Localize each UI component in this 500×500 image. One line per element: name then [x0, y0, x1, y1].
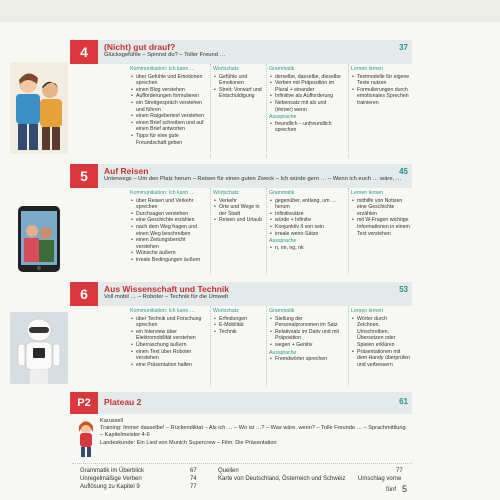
unit-page: 45: [399, 167, 408, 176]
list-item: • nach dem Weg fragen und einen Weg beschreiben: [136, 224, 206, 237]
column-heading: Lernen lernen: [351, 308, 384, 314]
page-number: 5: [402, 484, 408, 494]
column-heading: Wortschatz: [213, 66, 239, 72]
list-item: • über Gefühle und Emotionen sprechen: [136, 74, 206, 87]
unit-title: Aus Wissenschaft und Technik: [104, 284, 229, 294]
footer-page: Umschlag vorne: [358, 476, 402, 482]
footer-entry: [80, 476, 197, 482]
plateau-line: Karussell: [100, 418, 124, 424]
phone-selfie-illustration: [10, 204, 68, 274]
kommunikation-column: [130, 66, 206, 146]
list-item: • E-Mobilität: [219, 322, 263, 329]
page-word: fünf: [386, 487, 397, 493]
plateau-line: Landeskunde: Ein Lied von Munich Supercrew – Film: Die Präsentation: [100, 439, 277, 446]
list-item: • Durchsagen verstehen: [136, 211, 206, 218]
list-item: • ein Streitgespräch verstehen und führen: [136, 100, 206, 113]
footer-page: 67: [190, 468, 197, 474]
list-item: • Relativsatz im Dativ und mit Präposition: [275, 329, 345, 342]
grammatik-column: [269, 66, 345, 134]
column-heading: Kommunikation: Ich kann …: [130, 308, 195, 314]
list-item: • eine Präsentation halten: [136, 362, 206, 369]
plateau-title: Plateau 2: [104, 397, 142, 407]
list-item: • Textmodelle für eigene Texte nutzen: [357, 74, 411, 87]
list-item: • gegenüber, entlang, um … herum: [275, 198, 345, 211]
list-item: • Verben mit Präposition im Plural + einander: [275, 80, 345, 93]
list-item: • Gefühle und Emotionen: [219, 74, 263, 87]
list-item: • über Reisen und Verkehr sprechen: [136, 198, 206, 211]
unit-header: [98, 282, 412, 306]
unit-subtitle: Glücksgefühle – Spinnst du? – Toller Freund …: [104, 52, 226, 58]
lernen-column: [351, 190, 411, 237]
list-item: • Wünsche äußern: [136, 250, 206, 257]
aussprache-heading: Aussprache: [269, 238, 297, 245]
list-item: • Technik: [219, 329, 263, 336]
list-item: • irreale Bedingungen äußern: [136, 257, 206, 264]
footer-label: Auflösung zu Kapitel 9: [80, 484, 140, 490]
list-item: • derselbe, dasselbe, dieselbe: [275, 74, 345, 81]
footer-entry: [80, 468, 197, 474]
unit-title: Auf Reisen: [104, 166, 149, 176]
top-strip: [0, 0, 500, 22]
unit-subtitle: Voll mobil … – Roboter – Technik für die Umwelt: [104, 294, 228, 300]
column-heading: Wortschatz: [213, 190, 239, 196]
unit-page: 37: [399, 43, 408, 52]
list-item: • Präsentationen mit dem Handy überprüfen und verbessern: [357, 349, 411, 369]
list-item: • einen Text über Roboter verstehen: [136, 349, 206, 362]
kommunikation-column: [130, 308, 206, 368]
column-heading: Kommunikation: Ich kann …: [130, 190, 195, 196]
list-item: • Erfindungen: [219, 316, 263, 323]
plateau-line: Training: Immer dasselbe! – Rückendiktat – Als ich … – Wo ist …? – Was wäre, wenn? – Tolle Freunde … – Sprachmittlung – Kapitelmeister 4-6: [100, 425, 406, 439]
grammatik-column: [269, 190, 345, 251]
friends-illustration: [10, 62, 68, 154]
list-item: • Nebensatz mit als und (immer) wenn: [275, 100, 345, 113]
footer-entry: [80, 484, 197, 490]
list-item: • eine Geschichte erzählen: [136, 217, 206, 224]
list-item: • mit W-Fragen wichtige Informationen in einem Text verstehen: [357, 217, 411, 237]
list-item: • Streit: Vorwurf und Entschuldigung: [219, 87, 263, 100]
list-item: • Verkehr: [219, 198, 263, 205]
unit-number: 6: [70, 282, 98, 306]
aussprache-heading: Aussprache: [269, 349, 297, 356]
list-item: • n, nn, ng, nk: [275, 245, 345, 252]
list-item: • Aufforderungen formulieren: [136, 93, 206, 100]
footer-entry: [218, 476, 402, 482]
column-heading: Lernen lernen: [351, 190, 384, 196]
unit-header: [98, 164, 412, 188]
list-item: • Infinitivsätze: [275, 211, 345, 218]
list-item: • würde + Infinitiv: [275, 217, 345, 224]
lernen-column: [351, 308, 411, 368]
list-item: • einen Brief schreiben und auf einen Brief antworten: [136, 120, 206, 133]
list-item: • Infinitive als Aufforderung: [275, 93, 345, 100]
plateau-header: [98, 392, 412, 414]
column-heading: Wortschatz: [213, 308, 239, 314]
plateau-content: [100, 418, 410, 447]
list-item: • Wörter durch Zeichnen, Umschreiben, Übersetzen oder Spielen erklären: [357, 316, 411, 349]
footer-label: Quellen: [218, 468, 239, 474]
footer-entry: [218, 468, 403, 474]
girl-illustration: [74, 418, 98, 458]
column-heading: Lernen lernen: [351, 66, 384, 72]
footer-page: 77: [396, 468, 403, 474]
list-item: • Konjunktiv II von sein: [275, 224, 345, 231]
footer-label: Unregelmäßige Verben: [80, 476, 142, 482]
column-heading: Kommunikation: Ich kann …: [130, 66, 195, 72]
list-item: • Fremdwörter sprechen: [275, 356, 345, 363]
unit-title: (Nicht) gut drauf?: [104, 42, 176, 52]
lernen-column: [351, 66, 411, 107]
footer-page: 77: [190, 484, 197, 490]
list-item: • ein Interview über Elektromobilität verstehen: [136, 329, 206, 342]
list-item: • Stellung der Personalpronomen im Satz: [275, 316, 345, 329]
list-item: • Orte und Wege in der Stadt: [219, 204, 263, 217]
robot-illustration: [10, 312, 68, 384]
list-item: • Formulierungen durch emotionales Sprechen trainieren: [357, 87, 411, 107]
column-heading: Grammatik: [269, 66, 295, 72]
plateau-page: 61: [399, 397, 408, 406]
list-item: • wegen + Genitiv: [275, 342, 345, 349]
list-item: • einen Blog verstehen: [136, 87, 206, 94]
wortschatz-column: [213, 66, 263, 100]
column-heading: Grammatik: [269, 190, 295, 196]
unit-subtitle: Unterwegs – Um den Platz herum – Reisen für einen guten Zweck – Ich würde gern … – Wenn ich euch … wäre, …: [104, 176, 402, 182]
unit-header: [98, 40, 412, 64]
kommunikation-column: [130, 190, 206, 264]
footer-label: Karte von Deutschland, Österreich und Schweiz: [218, 476, 346, 482]
list-item: • mithilfe von Notizen eine Geschichte erzählen: [357, 198, 411, 218]
wortschatz-column: [213, 190, 263, 224]
list-item: • einen Ratgebertext verstehen: [136, 113, 206, 120]
plateau-tab: P2: [70, 392, 98, 414]
unit-page: 53: [399, 285, 408, 294]
column-heading: Grammatik: [269, 308, 295, 314]
unit-number: 4: [70, 40, 98, 64]
footer-page: 74: [190, 476, 197, 482]
footer-label: Grammatik im Überblick: [80, 468, 145, 474]
list-item: • einen Zeitungsbericht verstehen: [136, 237, 206, 250]
list-item: • irreale wenn-Sätze: [275, 231, 345, 238]
list-item: • freundlich – unfreundlich sprechen: [275, 121, 345, 134]
list-item: • Reisen und Urlaub: [219, 217, 263, 224]
grammatik-column: [269, 308, 345, 363]
list-item: • Überraschung äußern: [136, 342, 206, 349]
list-item: • über Technik und Forschung sprechen: [136, 316, 206, 329]
aussprache-heading: Aussprache: [269, 114, 297, 121]
wortschatz-column: [213, 308, 263, 335]
unit-number: 5: [70, 164, 98, 188]
list-item: • Tipps für eine gute Freundschaft geben: [136, 133, 206, 146]
